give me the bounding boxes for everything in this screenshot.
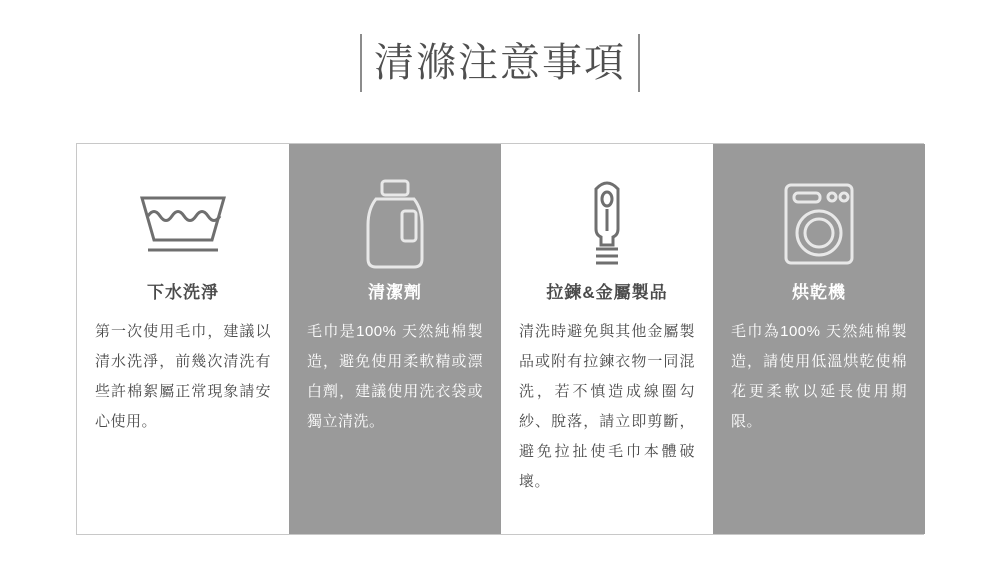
care-column-body: 毛巾為100% 天然純棉製造，請使用低溫烘乾使棉花更柔軟以延長使用期限。 <box>731 323 907 430</box>
care-column-heading: 下水洗淨 <box>147 283 219 302</box>
page-title-block <box>0 34 1000 92</box>
dryer-machine-icon <box>764 172 874 274</box>
care-columns-grid <box>76 143 924 535</box>
page-title: 清滌注意事項 <box>374 40 626 86</box>
wash-basin-icon <box>128 172 238 274</box>
care-column-body: 第一次使用毛巾，建議以清水洗淨，前幾次清洗有些許棉絮屬正常現象請安心使用。 <box>95 323 271 430</box>
care-column-heading: 拉鍊&金屬製品 <box>546 283 668 302</box>
care-column-body: 清洗時避免與其他金屬製品或附有拉鍊衣物一同混洗，若不慎造成線圈勾紗、脫落，請立即剪斷，避免拉扯使毛巾本體破壞。 <box>519 323 695 490</box>
care-column-zipper <box>501 144 713 534</box>
care-column-body: 毛巾是100% 天然純棉製造，避免使用柔軟精或漂白劑，建議使用洗衣袋或獨立清洗。 <box>307 323 483 430</box>
title-right-rule <box>638 34 640 92</box>
zipper-icon <box>552 172 662 274</box>
detergent-bottle-icon <box>340 172 450 274</box>
care-column-heading: 烘乾機 <box>792 283 846 302</box>
care-column-wash <box>77 144 289 534</box>
care-column-heading: 清潔劑 <box>368 283 422 302</box>
care-column-detergent <box>289 144 501 534</box>
care-column-dryer <box>713 144 925 534</box>
